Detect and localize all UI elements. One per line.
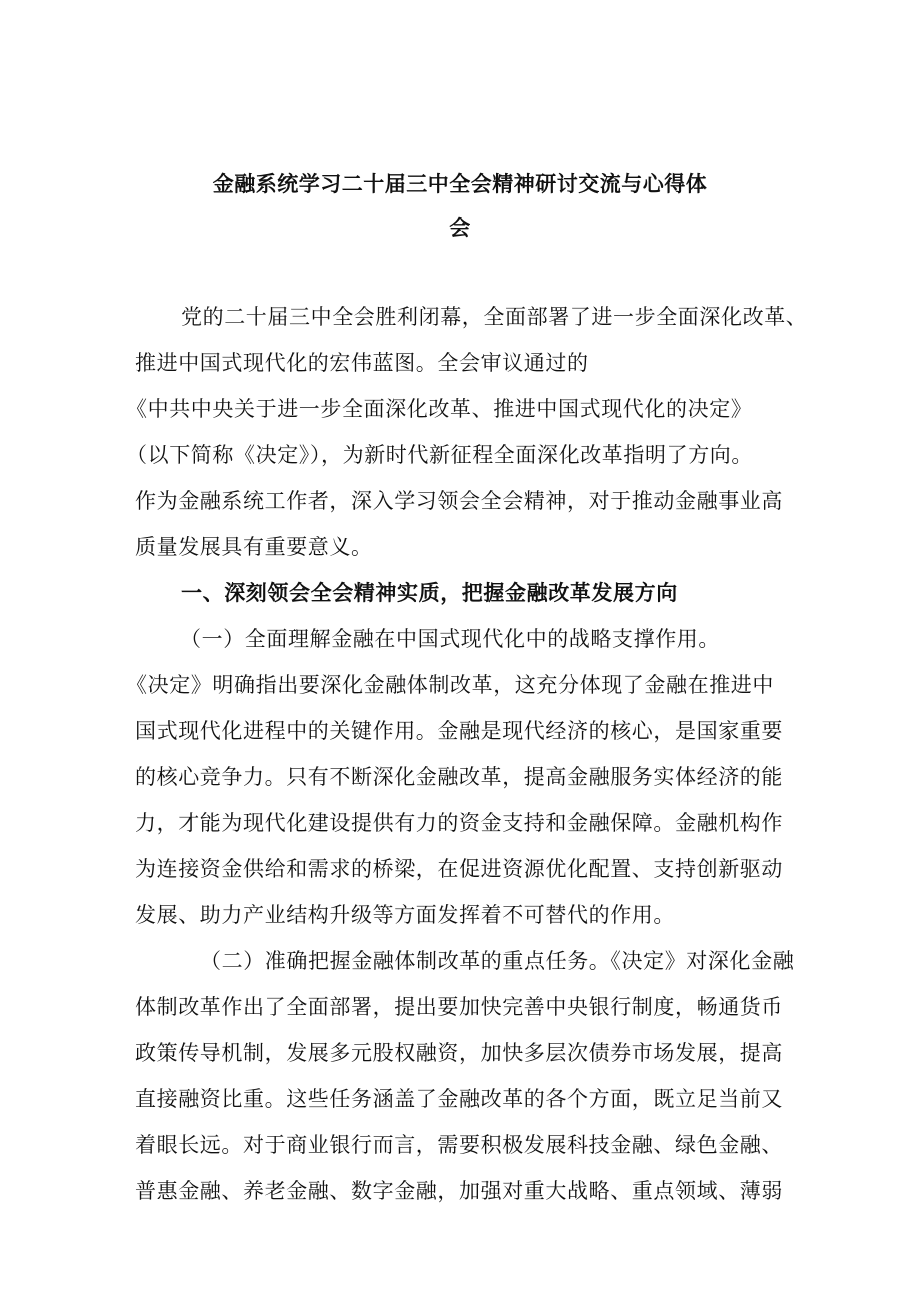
body-line: 体制改革作出了全面部署，提出要加快完善中央银行制度，畅通货币 xyxy=(135,995,783,1019)
body-line: 着眼长远。对于商业银行而言，需要积极发展科技金融、绿色金融、 xyxy=(135,1133,783,1157)
body-line: 质量发展具有重要意义。 xyxy=(135,535,373,559)
body-line: 《决定》明确指出要深化金融体制改革，这充分体现了金融在推进中 xyxy=(126,673,774,697)
body-line: （以下简称《决定》），为新时代新征程全面深化改革指明了方向。 xyxy=(126,443,753,467)
body-line: 《中共中央关于进一步全面深化改革、推进中国式现代化的决定》 xyxy=(126,397,753,421)
body-line: 的核心竞争力。只有不断深化金融改革，提高金融服务实体经济的能 xyxy=(135,765,783,789)
body-line: 作为金融系统工作者，深入学习领会全会精神，对于推动金融事业高 xyxy=(135,489,783,513)
body-line: 力，才能为现代化建设提供有力的资金支持和金融保障。金融机构作 xyxy=(135,811,783,835)
subsection-heading: （二）准确把握金融体制改革的重点任务。《决定》对深化金融 xyxy=(200,949,795,973)
body-line: 推进中国式现代化的宏伟蓝图。全会审议通过的 xyxy=(135,351,589,375)
section-heading: 一、深刻领会全会精神实质，把握金融改革发展方向 xyxy=(181,580,678,605)
document-title-line-2: 会 xyxy=(449,215,471,240)
document-title-line-1: 金融系统学习二十届三中全会精神研讨交流与心得体 xyxy=(212,171,708,196)
subsection-heading: （一）全面理解金融在中国式现代化中的战略支撑作用。 xyxy=(180,627,720,651)
body-line: 政策传导机制，发展多元股权融资，加快多层次债券市场发展，提高 xyxy=(135,1041,783,1065)
body-line: 党的二十届三中全会胜利闭幕，全面部署了进一步全面深化改革、 xyxy=(181,305,808,329)
body-line: 国式现代化进程中的关键作用。金融是现代经济的核心，是国家重要 xyxy=(135,719,783,743)
body-line: 为连接资金供给和需求的桥梁，在促进资源优化配置、支持创新驱动 xyxy=(135,857,783,881)
body-line: 普惠金融、养老金融、数字金融，加强对重大战略、重点领域、薄弱 xyxy=(135,1179,783,1203)
body-line: 直接融资比重。这些任务涵盖了金融改革的各个方面，既立足当前又 xyxy=(135,1087,783,1111)
body-line: 发展、助力产业结构升级等方面发挥着不可替代的作用。 xyxy=(135,903,675,927)
